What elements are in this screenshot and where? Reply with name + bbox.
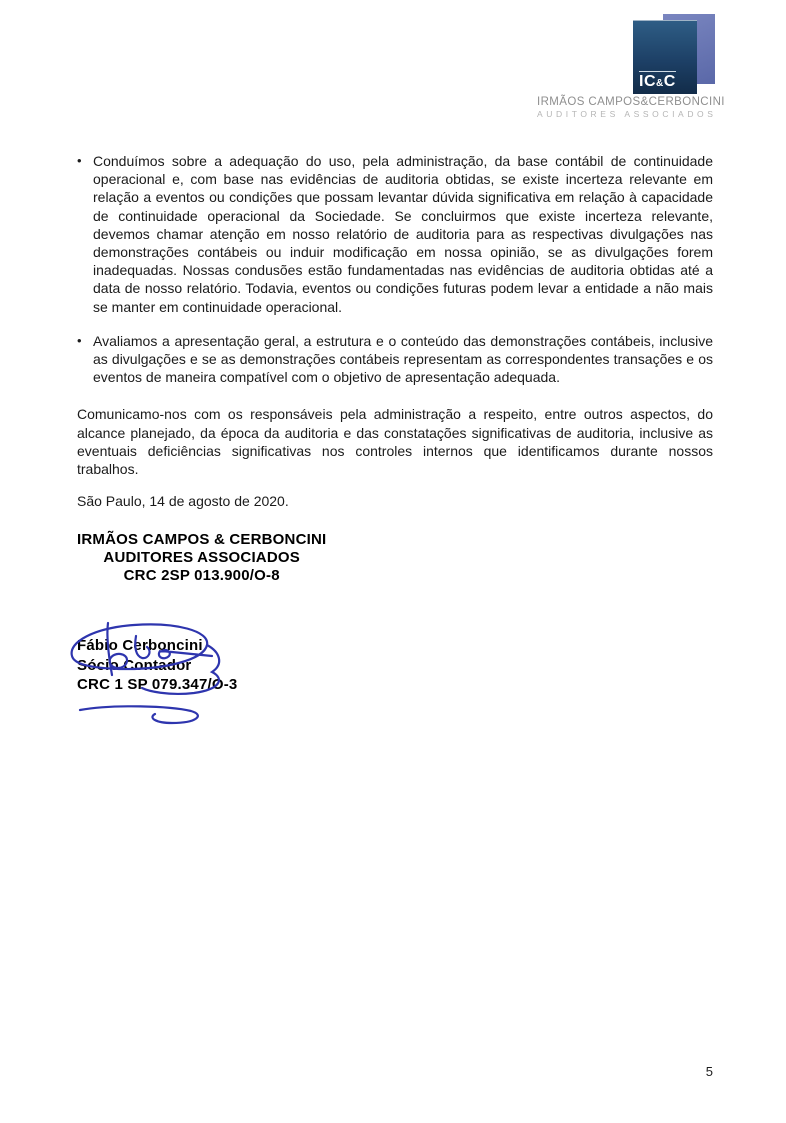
- firm-subtitle: AUDITORES ASSOCIADOS: [103, 549, 300, 567]
- signer-title: Sócio Contador: [77, 656, 192, 674]
- signer-name: Fábio Cerboncini: [77, 637, 203, 655]
- report-body: [77, 152, 713, 695]
- firm-logo-mark-icon: [633, 14, 715, 95]
- firm-logo: [537, 14, 725, 119]
- bullet-text: Conduímos sobre a adequação do uso, pela administração, da base contábil de continuidade operacional e, com base nas evidências de auditoria obtidas, se existe incerteza relevante em relação a eventos ou condições que possam levantar dúvida significativa em relação à capacidade de continuidade operacional da Sociedade. Se concluirmos que existe incerteza relevante, devemos chamar atenção em nosso relatório de auditoria para as respectivas divulgações nas demonstrações contábeis ou induir modificação em nossa opinião, se as divulgações forem inadequadas. Nossas condusões estão fundamentadas nas evidências de auditoria obtidas até a data de nosso relatório. Todavia, eventos ou condições futuras podem levar a entidade a não mais se manter em continuidade operacional.: [93, 153, 713, 315]
- signer-block: [77, 636, 237, 695]
- logo-firm-subtitle: AUDITORES ASSOCIADOS: [537, 109, 717, 119]
- logo-monogram: IC&C: [639, 73, 676, 90]
- bullet-dot-icon: •: [77, 332, 82, 348]
- firm-signature-block: [77, 531, 326, 585]
- bullet-item-going-concern: [77, 152, 713, 316]
- bullet-text: Avaliamos a apresentação geral, a estrutura e o conteúdo das demonstrações contábeis, inclusive as divulgações e se as demonstrações contábeis representam as correspondentes transações e os eventos de maneira compatível com o objetivo de apresentação adequada.: [93, 332, 713, 386]
- firm-crc-number: CRC 2SP 013.900/O-8: [123, 567, 280, 585]
- logo-firm-name: IRMÃOS CAMPOS&CERBONCINI: [537, 96, 725, 108]
- logo-front-square: [633, 20, 697, 94]
- bullet-item-presentation: [77, 332, 713, 387]
- signer-crc-number: CRC 1 SP 079.347/O-3: [77, 676, 238, 694]
- page-number: 5: [705, 1064, 713, 1079]
- communication-paragraph: Comunicamo-nos com os responsáveis pela administração a respeito, entre outros aspectos, do alcance planejado, da época da auditoria e das constatações significativas de auditoria, inclusive as eventuais deficiências significativas nos controles internos que identificamos durante nossos trabalhos.: [77, 406, 713, 478]
- date-line: São Paulo, 14 de agosto de 2020.: [77, 493, 289, 510]
- bullet-dot-icon: •: [77, 153, 82, 168]
- firm-name: IRMÃOS CAMPOS & CERBONCINI: [77, 531, 327, 549]
